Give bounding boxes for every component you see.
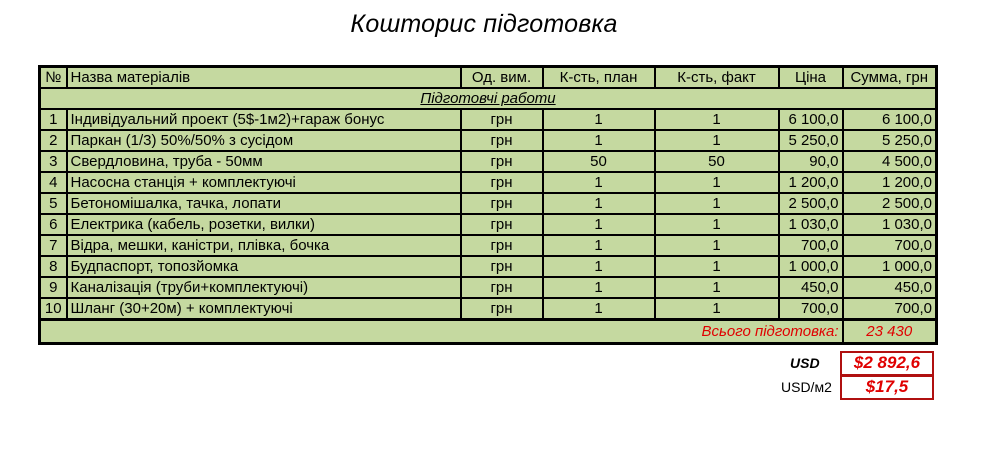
cell-unit: грн [461,235,543,256]
header-row [40,67,937,89]
page-title: Кошторис підготовка [350,10,618,38]
table-row [40,151,937,172]
table-row [40,235,937,256]
cell-number: 2 [40,130,67,151]
cell-fact-qty: 1 [655,298,779,320]
cell-sum: 1 200,0 [843,172,937,193]
cell-unit: грн [461,214,543,235]
cell-number: 10 [40,298,67,320]
cell-sum: 6 100,0 [843,109,937,130]
cell-plan-qty: 1 [543,277,655,298]
cell-price: 450,0 [779,277,843,298]
col-header-plan-qty: К-сть, план [543,67,655,89]
cell-material-name: Насосна станція + комплектуючі [67,172,461,193]
cell-number: 8 [40,256,67,277]
cell-number: 9 [40,277,67,298]
usd-value-box: $2 892,6 [840,351,934,376]
cell-fact-qty: 1 [655,235,779,256]
cell-unit: грн [461,151,543,172]
cell-sum: 700,0 [843,298,937,320]
cell-fact-qty: 1 [655,193,779,214]
cell-unit: грн [461,298,543,320]
section-row [40,88,937,109]
cell-price: 700,0 [779,298,843,320]
cell-fact-qty: 1 [655,214,779,235]
cell-unit: грн [461,109,543,130]
cell-sum: 1 000,0 [843,256,937,277]
cell-plan-qty: 1 [543,256,655,277]
cell-fact-qty: 50 [655,151,779,172]
cell-number: 7 [40,235,67,256]
cell-sum: 2 500,0 [843,193,937,214]
cell-sum: 5 250,0 [843,130,937,151]
cell-unit: грн [461,172,543,193]
cell-material-name: Шланг (30+20м) + комплектуючі [67,298,461,320]
cell-fact-qty: 1 [655,256,779,277]
cell-sum: 1 030,0 [843,214,937,235]
table-row [40,109,937,130]
cell-unit: грн [461,130,543,151]
estimate-table [38,65,938,345]
cell-material-name: Будпаспорт, топозйомка [67,256,461,277]
cell-fact-qty: 1 [655,130,779,151]
cell-price: 700,0 [779,235,843,256]
cell-sum: 450,0 [843,277,937,298]
cell-number: 4 [40,172,67,193]
cell-sum: 700,0 [843,235,937,256]
col-header-unit: Од. вим. [461,67,543,89]
table-row [40,193,937,214]
cell-material-name: Відра, мешки, каністри, плівка, бочка [67,235,461,256]
col-header-price: Ціна [779,67,843,89]
cell-material-name: Паркан (1/3) 50%/50% з сусідом [67,130,461,151]
cell-plan-qty: 50 [543,151,655,172]
cell-price: 6 100,0 [779,109,843,130]
table-row [40,172,937,193]
table-row [40,298,937,320]
cell-unit: грн [461,277,543,298]
cell-price: 1 000,0 [779,256,843,277]
cell-plan-qty: 1 [543,130,655,151]
col-header-name: Назва матеріалів [67,67,461,89]
cell-price: 1 030,0 [779,214,843,235]
cell-material-name: Каналізація (труби+комплектуючі) [67,277,461,298]
cell-plan-qty: 1 [543,235,655,256]
table-row [40,130,937,151]
cell-price: 1 200,0 [779,172,843,193]
cell-price: 90,0 [779,151,843,172]
cell-plan-qty: 1 [543,172,655,193]
col-header-number: № [40,67,67,89]
cell-material-name: Свердловина, труба - 50мм [67,151,461,172]
usd-per-m2-value-box: $17,5 [840,375,934,400]
total-row [40,320,937,344]
cell-material-name: Електрика (кабель, розетки, вилки) [67,214,461,235]
cell-material-name: Індивідуальний проект (5$-1м2)+гараж бонус [67,109,461,130]
cell-sum: 4 500,0 [843,151,937,172]
cell-price: 2 500,0 [779,193,843,214]
usd-per-m2-label: USD/м2 [781,379,832,395]
total-value: 23 430 [843,320,937,344]
cell-fact-qty: 1 [655,109,779,130]
cell-plan-qty: 1 [543,109,655,130]
cell-number: 6 [40,214,67,235]
cell-fact-qty: 1 [655,172,779,193]
cell-plan-qty: 1 [543,298,655,320]
cell-fact-qty: 1 [655,277,779,298]
cell-price: 5 250,0 [779,130,843,151]
section-title: Підготовчі работи [40,88,937,109]
cell-unit: грн [461,256,543,277]
cell-unit: грн [461,193,543,214]
usd-label: USD [790,355,820,371]
col-header-sum: Сумма, грн [843,67,937,89]
col-header-fact-qty: К-сть, факт [655,67,779,89]
cell-number: 5 [40,193,67,214]
table-row [40,214,937,235]
cell-number: 1 [40,109,67,130]
cell-plan-qty: 1 [543,193,655,214]
cell-plan-qty: 1 [543,214,655,235]
total-label: Всього підготовка: [40,320,843,344]
cell-number: 3 [40,151,67,172]
table-row [40,256,937,277]
table-row [40,277,937,298]
cell-material-name: Бетономішалка, тачка, лопати [67,193,461,214]
